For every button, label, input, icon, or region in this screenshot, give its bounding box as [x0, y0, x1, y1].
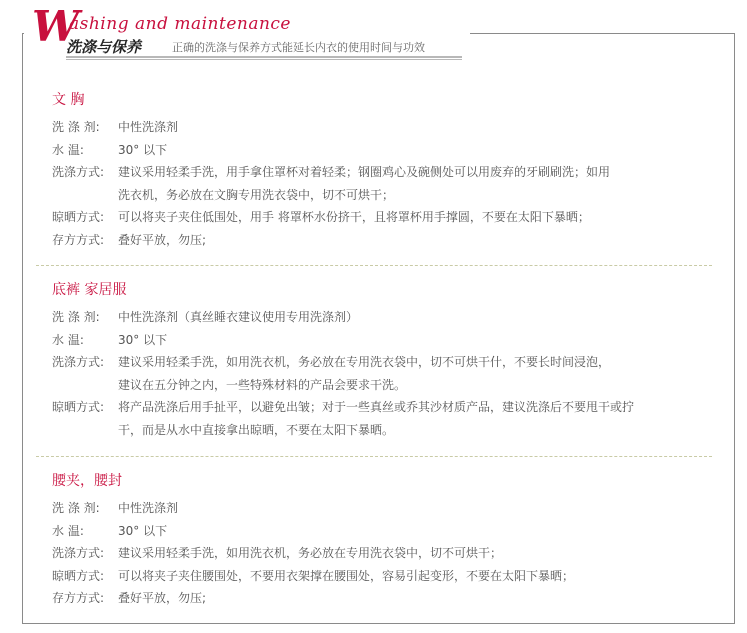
row-detergent	[52, 497, 722, 520]
section-underwear-homewear	[52, 280, 722, 441]
row-water-temp	[52, 139, 722, 162]
row-wash-method	[52, 161, 722, 184]
row-value-continued: 干，而是从水中直接拿出晾晒，不要在太阳下暴晒。	[118, 422, 395, 437]
row-value: 建议采用轻柔手洗，如用洗衣机，务必放在专用洗衣袋中，切不可烘干；	[118, 546, 503, 560]
row-value: 将产品洗涤后用手扯平，以避免出皱；对于一些真丝或乔其沙材质产品，建议洗涤后不要甩干或拧	[118, 400, 635, 414]
row-value: 叠好平放，勿压;	[118, 591, 207, 605]
row-value: 中性洗涤剂	[118, 120, 179, 134]
row-storage-method	[52, 229, 722, 252]
row-value: 建议采用轻柔手洗，如用洗衣机，务必放在专用洗衣袋中，切不可烘干什，不要长时间浸泡，	[118, 355, 611, 369]
row-value-continued: 建议在五分钟之内，一些特殊材料的产品会要求干洗。	[118, 377, 407, 392]
row-value: 可以将夹子夹住腰围处，不要用衣架撑在腰围处，容易引起变形，不要在太阳下暴晒；	[118, 568, 575, 583]
row-value: 30° 以下	[118, 523, 168, 538]
row-value: 30° 以下	[118, 332, 168, 347]
header-chinese-title: 洗涤与保养	[66, 38, 142, 56]
row-value-continued: 洗衣机，务必放在文胸专用洗衣袋中，切不可烘干；	[118, 187, 395, 202]
row-label: 存方方式:	[52, 232, 105, 247]
row-label: 洗 涤 剂:	[52, 120, 100, 134]
row-label: 洗涤方式:	[52, 355, 105, 369]
row-water-temp	[52, 520, 722, 543]
section-divider	[36, 456, 712, 457]
section-divider	[36, 265, 712, 266]
row-value: 叠好平放，勿压;	[118, 232, 207, 247]
row-detergent	[52, 116, 722, 139]
row-label: 晾晒方式:	[52, 568, 105, 583]
section-title: 文 胸	[52, 92, 85, 108]
row-label: 洗涤方式:	[52, 546, 105, 560]
section-bra	[52, 90, 722, 251]
row-label: 水 温:	[52, 142, 84, 157]
section-waist-cincher	[52, 471, 722, 610]
row-label: 水 温:	[52, 332, 84, 347]
row-water-temp	[52, 329, 722, 352]
row-value: 建议采用轻柔手洗，用手拿住罩杯对着轻柔；钢圈鸡心及碗侧处可以用废弃的牙刷刷洗；如用	[118, 165, 611, 179]
row-label: 水 温:	[52, 523, 84, 538]
row-value: 中性洗涤剂（真丝睡衣建议使用专用洗涤剂）	[118, 310, 359, 324]
header-underline-thin	[66, 59, 462, 60]
section-title: 腰夹，腰封	[52, 473, 122, 489]
header-subtitle: 正确的洗涤与保养方式能延长内衣的使用时间与功效	[172, 41, 425, 54]
header-initial-letter: W	[32, 2, 80, 51]
row-value: 30° 以下	[118, 142, 168, 157]
row-dry-method	[52, 206, 722, 229]
row-label: 晾晒方式:	[52, 400, 105, 414]
row-value: 可以将夹子夹住低围处，用手 将罩杯水份挤干，且将罩杯用手撑圆，不要在太阳下暴晒；	[118, 210, 590, 224]
header-underline	[66, 56, 462, 58]
row-label: 洗 涤 剂:	[52, 501, 100, 515]
section-title: 底裤 家居服	[52, 282, 127, 298]
row-dry-method	[52, 396, 722, 419]
row-label: 存方方式:	[52, 591, 105, 605]
row-label: 洗 涤 剂:	[52, 310, 100, 324]
row-storage-method	[52, 587, 722, 610]
row-detergent	[52, 306, 722, 329]
header-english-title: ashing and maintenance	[69, 14, 291, 34]
row-dry-method	[52, 565, 722, 588]
row-label: 晾晒方式:	[52, 210, 105, 224]
row-value: 中性洗涤剂	[118, 501, 179, 515]
row-label: 洗涤方式:	[52, 165, 105, 179]
row-wash-method	[52, 351, 722, 374]
row-wash-method	[52, 542, 722, 565]
